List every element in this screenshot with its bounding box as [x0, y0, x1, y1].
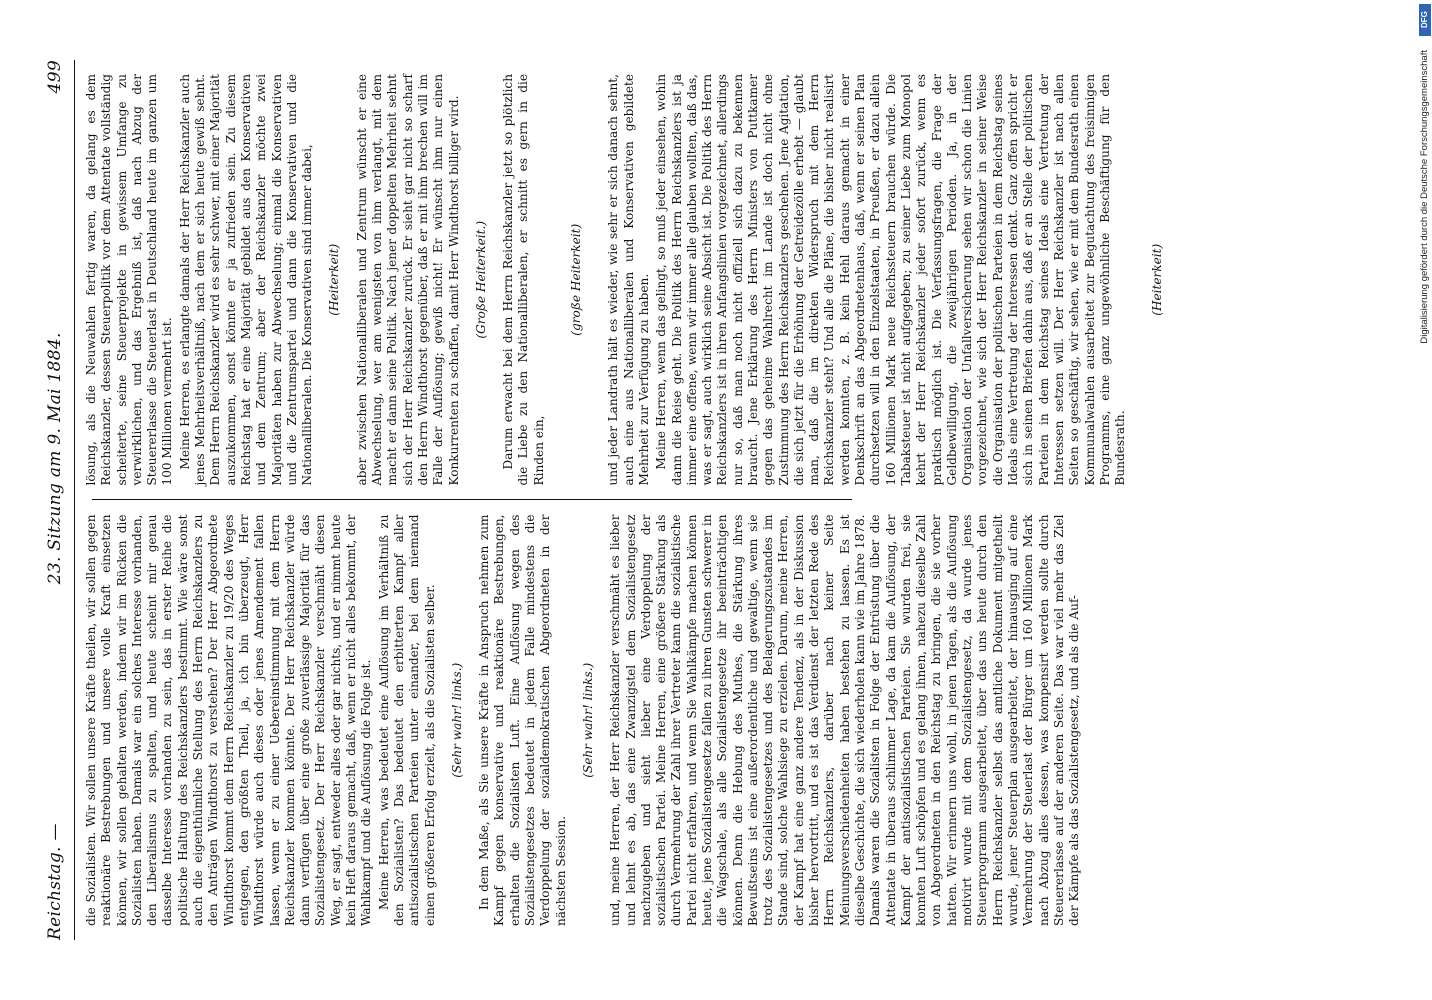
header-left: Reichstag. —	[45, 823, 65, 940]
interjection: (Sehr wahr! links.)	[580, 662, 595, 778]
paragraph: und jeder Landrath hält es wieder, wie sehr er sich danach sehnt, auch eine aus Nationalliberalen und Konservativen gebildete Mehrheit zur Verfügung zu haben.	[606, 74, 651, 486]
paragraph: lösung, als die Neuwahlen fertig waren, da gelang es dem Reichskanzler, dessen Steuerpolitik vor dem Attentate vollständig scheiterte, seine Steuerprojekte in gewissem Umfange zu verwirklichen, und das Ergebniß ist, daß nach Abzug der Steuererlasse die Steuerlast in Deutschland heute im ganzen um 100 Millionen vermehrt ist.	[84, 74, 175, 486]
right-column	[84, 60, 1402, 500]
paragraph: In dem Maße, als Sie unsere Kräfte in Anspruch nehmen zum Kampf gegen konservative und reaktionäre Bestrebungen, erhalten die Sozialisten Luft. Eine Auflösung wegen des Sozialistengesetzes bedeutet in jedem Falle mindestens die Verdoppelung der sozialdemokratischen Abgeordneten in der nächsten Session.	[477, 514, 568, 926]
dfg-logo-text: DFG	[1420, 11, 1429, 29]
paragraph: aber zwischen Nationalliberalen und Zentrum wünscht er eine Abwechselung, wer am wenigsten von ihm verlangt, mit dem macht er dann seine Politik. Nach jener doppelten Mehrheit sehnt sich der Herr Reichskanzler zurück. Er sieht gar nicht so scharf den Herrn Windthorst gegenüber, daß er mit ihm brechen will im Falle der Auflösung; gewiß nicht! Er wünscht ihm nur einen Konkurrenten zu schaffen, damit Herr Windthorst billiger wird.	[354, 74, 461, 486]
header-rule	[74, 60, 75, 940]
paragraph: Meine Herren, wenn das gelingt, so muß jeder einsehen, wohin dann die Reise geht. Die Politik des Herrn Reichskanzlers ist ja immer eine offene, wenn wir immer alle glauben wollten, daß das, was er sagt, auch wirklich seine Absicht ist. Die Politik des Herrn Reichskanzlers ist in ihren Anfangslinien vorgezeichnet, allerdings nur so, daß man noch nicht offiziell sich dazu zu bekennen braucht. Jene Erklärung des Herrn Ministers von Puttkamer gegen das geheime Wahlrecht im Lande ist doch nicht ohne Zustimmung des Herrn Reichskanzlers geschehen. Jene Agitation, die sich jetzt für die Erhöhung der Getreidezölle erhebt — glaubt man, daß die im direkten Widerspruch mit dem Herrn Reichskanzler steht? Und alle die Pläne, die bisher nicht realisirt werden konnten, z. B. kein Hehl daraus gemacht in einer Denkschrift an das Abgeordnetenhaus, daß, wenn er seinen Plan durchsetzen will in den Einzelstaaten, in Preußen, er dazu allein 160 Millionen Mark neue Reichssteuern brauchen würde. Die Tabaksteuer ist nicht aufgegeben; zu seiner Liebe zum Monopol kehrt der Herr Reichskanzler jeder sofort zurück, wenn es praktisch möglich ist. Die Verfassungsfragen, die Frage der Geldbewilligung, die zweijährigen Perioden. Ja, in der Organisation der Unfallversicherung sehen wir schon die Linien vorgezeichnet, wie sich der Herr Reichskanzler in seiner Weise die Organisation der politischen Parteien in dem Reichstag seines Ideals eine Vertretung der Interessen denkt. Ganz offen spricht er sich in seinen Briefen dahin aus, daß er an Stelle der politischen Parteien in dem Reichstag seines Ideals eine Vertretung der Interessen setzen will. Der Herr Reichskanzler ist nach allen Seiten so geschäftig, wir sehen, wie er mit dem Bundesrath einen Kommunalwahlen ausarbeitet zur Begutachtung des freisinnigen Programms, eine ganz ungewöhnliche Beschäftigung für den Bundesrath.	[654, 74, 1128, 486]
digitization-credit	[1418, 8, 1432, 992]
interjection: (Heiterkeit)	[327, 243, 342, 316]
interjection: (Heiterkeit)	[1150, 243, 1165, 316]
interjection: (Sehr wahr! links.)	[449, 662, 464, 778]
page-number: 499	[45, 60, 65, 94]
interjection: (Große Heiterkeit.)	[473, 220, 488, 339]
running-head	[40, 60, 70, 940]
paragraph: die Sozialisten. Wir sollen unsere Kräfte theilen, wir sollen gegen reaktionäre Bestrebungen und unsere volle Kraft einsetzen können, wir sollen gehalten werden, indem wir im Rücken die Sozialisten haben. Damals war ein solches Interesse vorhanden, den Liberalismus zu spalten, und heute scheint mir genau dasselbe Interesse vorhanden zu sein, das in erster Reihe die politische Haltung des Reichskanzlers bestimmt. Wie wäre sonst auch die eigenthümliche Stellung des Herrn Reichskanzlers zu den Anträgen Windthorst zu verstehen? Der Herr Abgeordnete Windthorst kommt dem Herrn Reichskanzler zu 19/20 des Weges entgegen, den größten Theil, ja, ich bin überzeugt, Herr Windthorst würde auch dieses oder jenes Amendement fallen lassen, wenn er zu einer Uebereinstimmung mit dem Herrn Reichskanzler kommen könnte. Der Herr Reichskanzler würde dann verfügen über eine große zuverlässige Majorität für das Sozialistengesetz. Der Herr Reichskanzler verschmäht diesen Weg, er sagt, entweder alles oder gar nichts, und er nimmt heute kein Heft daraus gemacht, daß, wenn er nicht alles bekommt, der Wahlkampf und die Auflösung die Folge ist.	[84, 514, 374, 926]
paragraph: und, meine Herren, der Herr Reichskanzler verschmäht es lieber und lehnt es ab, das eine Zwanzigstel dem Sozialistengesetz nachzugeben und sieht lieber eine Verdoppelung der sozialistischen Partei. Meine Herren, eine größere Stärkung als durch Vermehrung der Zahl ihrer Vertreter kann die sozialistische Partei nicht erfahren, und wenn Sie Wahlkämpfe machen können heute, jene Sozialistengesetze fallen zu ihren Gunsten schwerer in die Wagschale, als alle Sozialistengesetze ihr beeinträchtigen können. Denn die Hebung des Muthes, die Stärkung ihres Bewußtseins ist eine außerordentliche und gewaltige, wenn sie trotz des Sozialistengesetzes und des Belagerungszustandes im Stande sind, solche Wahlsiege zu erzielen. Darum, meine Herren, der Kampf hat eine ganz andere Tendenz, als in der Diskussion bisher hervortritt, und es ist das Verdienst der letzten Rede des Herrn Reichskanzlers, darüber nach keiner Seite Meinungsverschiedenheiten haben bestehen zu lassen. Es ist dieselbe Geschichte, die sich wiederholen kann wie im Jahre 1878. Damals waren die Sozialisten in Folge der Entrüstung über die Attentate in überaus schlimmer Lage, da kam die Auflösung, der Kampf der antisozialistischen Parteien. Sie wurden frei, sie konnten Luft schöpfen und es gelang ihnen, nahezu dieselbe Zahl von Abgeordneten in den Reichstag zu bringen, die sie vorher hatten. Wir erinnern uns wohl, in jenen Tagen, als die Auflösung motivirt wurde mit dem Sozialistengesetz, da wurde jenes Steuerprogramm ausgearbeitet, über das uns heute durch den Herrn Reichskanzler selbst das amtliche Dokument mitgetheilt wurde, jener Steuerplan ausgearbeitet, der hinausging auf eine Vermehrung der Steuerlast der Bürger um 160 Millionen Mark nach Abzug alles dessen, was kompensirt werden sollte durch Steuererlasse auf der anderen Seite. Das war viel mehr das Ziel der Kämpfe als das Sozialistengesetz, und als die Auf-	[608, 514, 1082, 926]
paragraph: Meine Herren, was bedeutet eine Auflösung im Verhältniß zu den Sozialisten? Das bedeutet den erbitterten Kampf aller antisozialistischen Parteien unter einander, bei dem niemand einen größeren Erfolg erzielt, als die Sozialisten selber.	[376, 514, 437, 926]
left-column	[84, 501, 1402, 941]
digitization-credit-text: Digitalisierung gefördert durch die Deutsche Forschungsgemeinschaft	[1419, 50, 1430, 344]
header-title: 23. Sitzung am 9. Mai 1884.	[45, 332, 65, 585]
paragraph: Darum erwacht bei dem Herrn Reichskanzler jetzt so plötzlich die Liebe zu den Nationalliberalen, er schnitt es gern in die Rinden ein,	[501, 74, 546, 486]
text-columns	[84, 60, 1402, 940]
interjection: (große Heiterkeit)	[569, 223, 584, 336]
paragraph: Meine Herren, es erlangte damals der Herr Reichskanzler auch jenes Mehrheitsverhältniß, nach dem er sich heute gewiß sehnt. Dem Herrn Reichskanzler wird es sehr schwer, mit einer Majorität auszukommen, sonst könnte er ja zufrieden sein. Zu diesem Reichstag hat er eine Majorität gebildet aus den Konservativen und dem Zentrum; aber der Reichskanzler möchte zwei Majoritäten haben zur Abwechselung; einmal die Konservativen und die Zentrumspartei und dann die Konservativen und die Nationalliberalen. Die Konservativen sind immer dabei,	[177, 74, 315, 486]
column-divider	[92, 500, 852, 501]
